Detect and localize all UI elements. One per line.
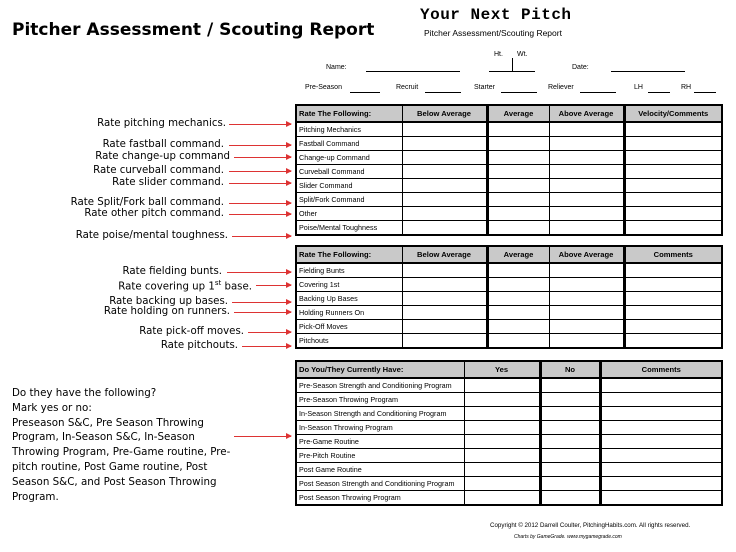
rating-cell[interactable] bbox=[487, 137, 549, 151]
table-row bbox=[296, 449, 722, 463]
comment-cell[interactable] bbox=[600, 435, 722, 449]
no-cell[interactable] bbox=[540, 378, 600, 393]
no-cell[interactable] bbox=[540, 477, 600, 491]
table-row bbox=[296, 292, 722, 306]
reliever-field[interactable] bbox=[580, 92, 616, 93]
comment-cell[interactable] bbox=[624, 193, 722, 207]
row-label: Fastball Command bbox=[296, 137, 402, 151]
paragraph-line: Throwing Program, Pre-Game routine, Pre- bbox=[12, 446, 231, 459]
no-cell[interactable] bbox=[540, 463, 600, 477]
paragraph-line: Preseason S&C, Pre Season Throwing bbox=[12, 416, 204, 429]
row-label: Pitching Mechanics bbox=[296, 122, 402, 137]
table-header-row bbox=[296, 361, 722, 378]
table-row bbox=[296, 435, 722, 449]
comment-cell[interactable] bbox=[624, 263, 722, 278]
yes-cell[interactable] bbox=[464, 491, 540, 506]
comment-cell[interactable] bbox=[600, 421, 722, 435]
rating-cell[interactable] bbox=[487, 207, 549, 221]
rating-cell[interactable] bbox=[549, 320, 624, 334]
row-label: Curveball Command bbox=[296, 165, 402, 179]
comment-cell[interactable] bbox=[600, 449, 722, 463]
row-label: Pre-Season Throwing Program bbox=[296, 393, 464, 407]
header-cell: Rate The Following: bbox=[296, 246, 402, 263]
comment-cell[interactable] bbox=[624, 179, 722, 193]
row-label: Pick-Off Moves bbox=[296, 320, 402, 334]
note-pick-off: Rate pick-off moves. bbox=[139, 326, 244, 337]
table-row bbox=[296, 320, 722, 334]
name-field[interactable] bbox=[366, 71, 460, 72]
table-row bbox=[296, 193, 722, 207]
no-cell[interactable] bbox=[540, 435, 600, 449]
rating-cell[interactable] bbox=[549, 179, 624, 193]
yes-cell[interactable] bbox=[464, 463, 540, 477]
checklist-paragraph bbox=[12, 386, 240, 504]
paragraph-line: Program, In-Season S&C, In-Season bbox=[12, 431, 195, 444]
arrow-icon bbox=[227, 272, 291, 273]
yes-cell[interactable] bbox=[464, 378, 540, 393]
paragraph-line: pitch routine, Post Game routine, Post bbox=[12, 460, 208, 473]
no-cell[interactable] bbox=[540, 393, 600, 407]
row-label: Fielding Bunts bbox=[296, 263, 402, 278]
paragraph-line: Season S&C, and Post Season Throwing bbox=[12, 475, 217, 488]
note-fastball: Rate fastball command. bbox=[102, 139, 224, 150]
starter-field[interactable] bbox=[501, 92, 537, 93]
arrow-icon bbox=[229, 203, 291, 204]
no-cell[interactable] bbox=[540, 449, 600, 463]
comment-cell[interactable] bbox=[624, 165, 722, 179]
row-label: Post Season Throwing Program bbox=[296, 491, 464, 506]
form-subtitle: Pitcher Assessment/Scouting Report bbox=[424, 28, 562, 38]
rating-cell[interactable] bbox=[402, 263, 487, 278]
table-row bbox=[296, 378, 722, 393]
header-cell: Average bbox=[487, 105, 549, 122]
brand-title: Your Next Pitch bbox=[420, 6, 572, 24]
page-title: Pitcher Assessment / Scouting Report bbox=[12, 20, 375, 40]
rating-cell[interactable] bbox=[402, 221, 487, 236]
rating-cell[interactable] bbox=[487, 193, 549, 207]
rh-field[interactable] bbox=[694, 92, 716, 93]
arrow-icon bbox=[242, 346, 291, 347]
comment-cell[interactable] bbox=[600, 378, 722, 393]
table-row bbox=[296, 151, 722, 165]
rating-cell[interactable] bbox=[487, 151, 549, 165]
row-label: Pre-Season Strength and Conditioning Program bbox=[296, 378, 464, 393]
note-fielding-bunts: Rate fielding bunts. bbox=[122, 266, 222, 277]
note-pitching-mechanics: Rate pitching mechanics. bbox=[97, 118, 226, 129]
preseason-field[interactable] bbox=[350, 92, 380, 93]
comment-cell[interactable] bbox=[624, 137, 722, 151]
rating-cell[interactable] bbox=[549, 151, 624, 165]
rating-cell[interactable] bbox=[487, 334, 549, 349]
header-cell: Below Average bbox=[402, 246, 487, 263]
comment-cell[interactable] bbox=[600, 491, 722, 506]
comment-cell[interactable] bbox=[624, 207, 722, 221]
lh-field[interactable] bbox=[648, 92, 670, 93]
rating-cell[interactable] bbox=[487, 306, 549, 320]
yes-cell[interactable] bbox=[464, 477, 540, 491]
comment-cell[interactable] bbox=[600, 407, 722, 421]
row-label: In-Season Strength and Conditioning Program bbox=[296, 407, 464, 421]
rating-cell[interactable] bbox=[487, 278, 549, 292]
rating-cell[interactable] bbox=[487, 122, 549, 137]
arrow-icon bbox=[234, 436, 291, 437]
row-label: Covering 1st bbox=[296, 278, 402, 292]
charts-credit: Charts by GameGrade. www.mygamegrade.com bbox=[514, 534, 622, 540]
note-covering-first-base: base. bbox=[221, 281, 252, 293]
arrow-icon bbox=[248, 332, 291, 333]
header-cell: Comments bbox=[600, 361, 722, 378]
table-row bbox=[296, 221, 722, 236]
note-covering-first-text: Rate covering up 1 bbox=[118, 281, 215, 293]
comment-cell[interactable] bbox=[624, 221, 722, 236]
table-row bbox=[296, 263, 722, 278]
rating-cell[interactable] bbox=[549, 278, 624, 292]
date-label: Date: bbox=[572, 64, 589, 71]
rating-cell[interactable] bbox=[487, 179, 549, 193]
rating-cell[interactable] bbox=[549, 122, 624, 137]
row-label: Split/Fork Command bbox=[296, 193, 402, 207]
paragraph-line: Do they have the following? bbox=[12, 387, 157, 399]
yes-cell[interactable] bbox=[464, 421, 540, 435]
table-header-row bbox=[296, 105, 722, 122]
note-pitchouts: Rate pitchouts. bbox=[160, 340, 238, 351]
table-row bbox=[296, 306, 722, 320]
table-row bbox=[296, 207, 722, 221]
note-slider: Rate slider command. bbox=[112, 177, 224, 188]
header-cell: No bbox=[540, 361, 600, 378]
note-curveball: Rate curveball command. bbox=[93, 165, 224, 176]
note-split-fork: Rate Split/Fork ball command. bbox=[70, 197, 224, 208]
header-cell: Above Average bbox=[549, 105, 624, 122]
note-holding-runners: Rate holding on runners. bbox=[103, 306, 230, 317]
table-row bbox=[296, 179, 722, 193]
arrow-icon bbox=[232, 302, 291, 303]
recruit-field[interactable] bbox=[425, 92, 461, 93]
paragraph-line: Mark yes or no: bbox=[12, 401, 92, 414]
row-label: Pre-Game Routine bbox=[296, 435, 464, 449]
no-cell[interactable] bbox=[540, 491, 600, 506]
pitch-rating-table bbox=[295, 104, 723, 236]
table-row bbox=[296, 122, 722, 137]
table-row bbox=[296, 491, 722, 506]
no-cell[interactable] bbox=[540, 421, 600, 435]
comment-cell[interactable] bbox=[624, 334, 722, 349]
comment-cell[interactable] bbox=[600, 477, 722, 491]
row-label: Slider Command bbox=[296, 179, 402, 193]
header-cell: Yes bbox=[464, 361, 540, 378]
programs-table bbox=[295, 360, 723, 506]
rating-cell[interactable] bbox=[402, 151, 487, 165]
comment-cell[interactable] bbox=[624, 320, 722, 334]
arrow-icon bbox=[229, 183, 291, 184]
rating-cell[interactable] bbox=[402, 165, 487, 179]
table-row bbox=[296, 463, 722, 477]
rating-cell[interactable] bbox=[549, 193, 624, 207]
table-row bbox=[296, 165, 722, 179]
header-cell: Below Average bbox=[402, 105, 487, 122]
reliever-label: Reliever bbox=[548, 84, 574, 91]
table-row bbox=[296, 407, 722, 421]
rating-cell[interactable] bbox=[402, 292, 487, 306]
ht-wt-field[interactable] bbox=[489, 71, 535, 72]
comment-cell[interactable] bbox=[624, 122, 722, 137]
table-row bbox=[296, 393, 722, 407]
comment-cell[interactable] bbox=[624, 306, 722, 320]
rating-cell[interactable] bbox=[402, 179, 487, 193]
row-label: Post Season Strength and Conditioning Program bbox=[296, 477, 464, 491]
row-label: Holding Runners On bbox=[296, 306, 402, 320]
rating-cell[interactable] bbox=[549, 165, 624, 179]
rating-cell[interactable] bbox=[402, 334, 487, 349]
row-label: Change-up Command bbox=[296, 151, 402, 165]
table-row bbox=[296, 421, 722, 435]
arrow-icon bbox=[229, 214, 291, 215]
arrow-icon bbox=[232, 236, 291, 237]
header-cell: Comments bbox=[624, 246, 722, 263]
note-other-pitch: Rate other pitch command. bbox=[84, 208, 224, 219]
rating-cell[interactable] bbox=[487, 292, 549, 306]
row-label: Pre-Pitch Routine bbox=[296, 449, 464, 463]
ht-wt-divider bbox=[512, 58, 513, 72]
rating-cell[interactable] bbox=[402, 193, 487, 207]
yes-cell[interactable] bbox=[464, 449, 540, 463]
header-cell: Rate The Following: bbox=[296, 105, 402, 122]
recruit-label: Recruit bbox=[396, 84, 419, 91]
rh-label: RH bbox=[681, 84, 692, 91]
table-row bbox=[296, 278, 722, 292]
rating-cell[interactable] bbox=[402, 306, 487, 320]
rating-cell[interactable] bbox=[487, 165, 549, 179]
comment-cell[interactable] bbox=[624, 292, 722, 306]
note-covering-first-sup: st bbox=[214, 279, 222, 287]
header-cell: Velocity/Comments bbox=[624, 105, 722, 122]
row-label: Pitchouts bbox=[296, 334, 402, 349]
rating-cell[interactable] bbox=[549, 292, 624, 306]
row-label: In-Season Throwing Program bbox=[296, 421, 464, 435]
starter-label: Starter bbox=[474, 84, 496, 91]
rating-cell[interactable] bbox=[402, 278, 487, 292]
weight-label: Wt. bbox=[517, 51, 528, 58]
preseason-label: Pre-Season bbox=[305, 84, 342, 91]
rating-cell[interactable] bbox=[402, 320, 487, 334]
row-label: Post Game Routine bbox=[296, 463, 464, 477]
comment-cell[interactable] bbox=[624, 151, 722, 165]
note-covering-first bbox=[118, 279, 252, 292]
yes-cell[interactable] bbox=[464, 407, 540, 421]
rating-cell[interactable] bbox=[549, 137, 624, 151]
rating-cell[interactable] bbox=[402, 137, 487, 151]
yes-cell[interactable] bbox=[464, 435, 540, 449]
note-poise: Rate poise/mental toughness. bbox=[75, 230, 228, 241]
height-label: Ht. bbox=[494, 51, 503, 58]
rating-cell[interactable] bbox=[487, 263, 549, 278]
rating-cell[interactable] bbox=[549, 263, 624, 278]
comment-cell[interactable] bbox=[600, 393, 722, 407]
arrow-icon bbox=[229, 124, 291, 125]
note-changeup: Rate change-up command bbox=[95, 151, 230, 162]
table-row bbox=[296, 334, 722, 349]
comment-cell[interactable] bbox=[624, 278, 722, 292]
arrow-icon bbox=[229, 171, 291, 172]
paragraph-line: Program. bbox=[12, 490, 59, 503]
table-row bbox=[296, 137, 722, 151]
copyright-text: Copyright © 2012 Darrell Coulter, PitchingHabits.com. All rights reserved. bbox=[490, 522, 691, 529]
header-cell: Above Average bbox=[549, 246, 624, 263]
comment-cell[interactable] bbox=[600, 463, 722, 477]
name-label: Name: bbox=[326, 64, 347, 71]
row-label: Other bbox=[296, 207, 402, 221]
rating-cell[interactable] bbox=[549, 334, 624, 349]
rating-cell[interactable] bbox=[487, 320, 549, 334]
rating-cell[interactable] bbox=[549, 306, 624, 320]
note-backing-up: Rate backing up bases. bbox=[109, 296, 228, 307]
lh-label: LH bbox=[634, 84, 643, 91]
rating-cell[interactable] bbox=[402, 207, 487, 221]
row-label: Poise/Mental Toughness bbox=[296, 221, 402, 236]
no-cell[interactable] bbox=[540, 407, 600, 421]
row-label: Backing Up Bases bbox=[296, 292, 402, 306]
arrow-icon bbox=[234, 157, 291, 158]
arrow-icon bbox=[256, 285, 291, 286]
arrow-icon bbox=[229, 145, 291, 146]
date-field[interactable] bbox=[611, 71, 685, 72]
rating-cell[interactable] bbox=[487, 221, 549, 236]
rating-cell[interactable] bbox=[549, 221, 624, 236]
arrow-icon bbox=[234, 312, 291, 313]
rating-cell[interactable] bbox=[402, 122, 487, 137]
fielding-rating-table bbox=[295, 245, 723, 349]
header-cell: Average bbox=[487, 246, 549, 263]
rating-cell[interactable] bbox=[549, 207, 624, 221]
table-header-row bbox=[296, 246, 722, 263]
table-row bbox=[296, 477, 722, 491]
yes-cell[interactable] bbox=[464, 393, 540, 407]
header-cell: Do You/They Currently Have: bbox=[296, 361, 464, 378]
